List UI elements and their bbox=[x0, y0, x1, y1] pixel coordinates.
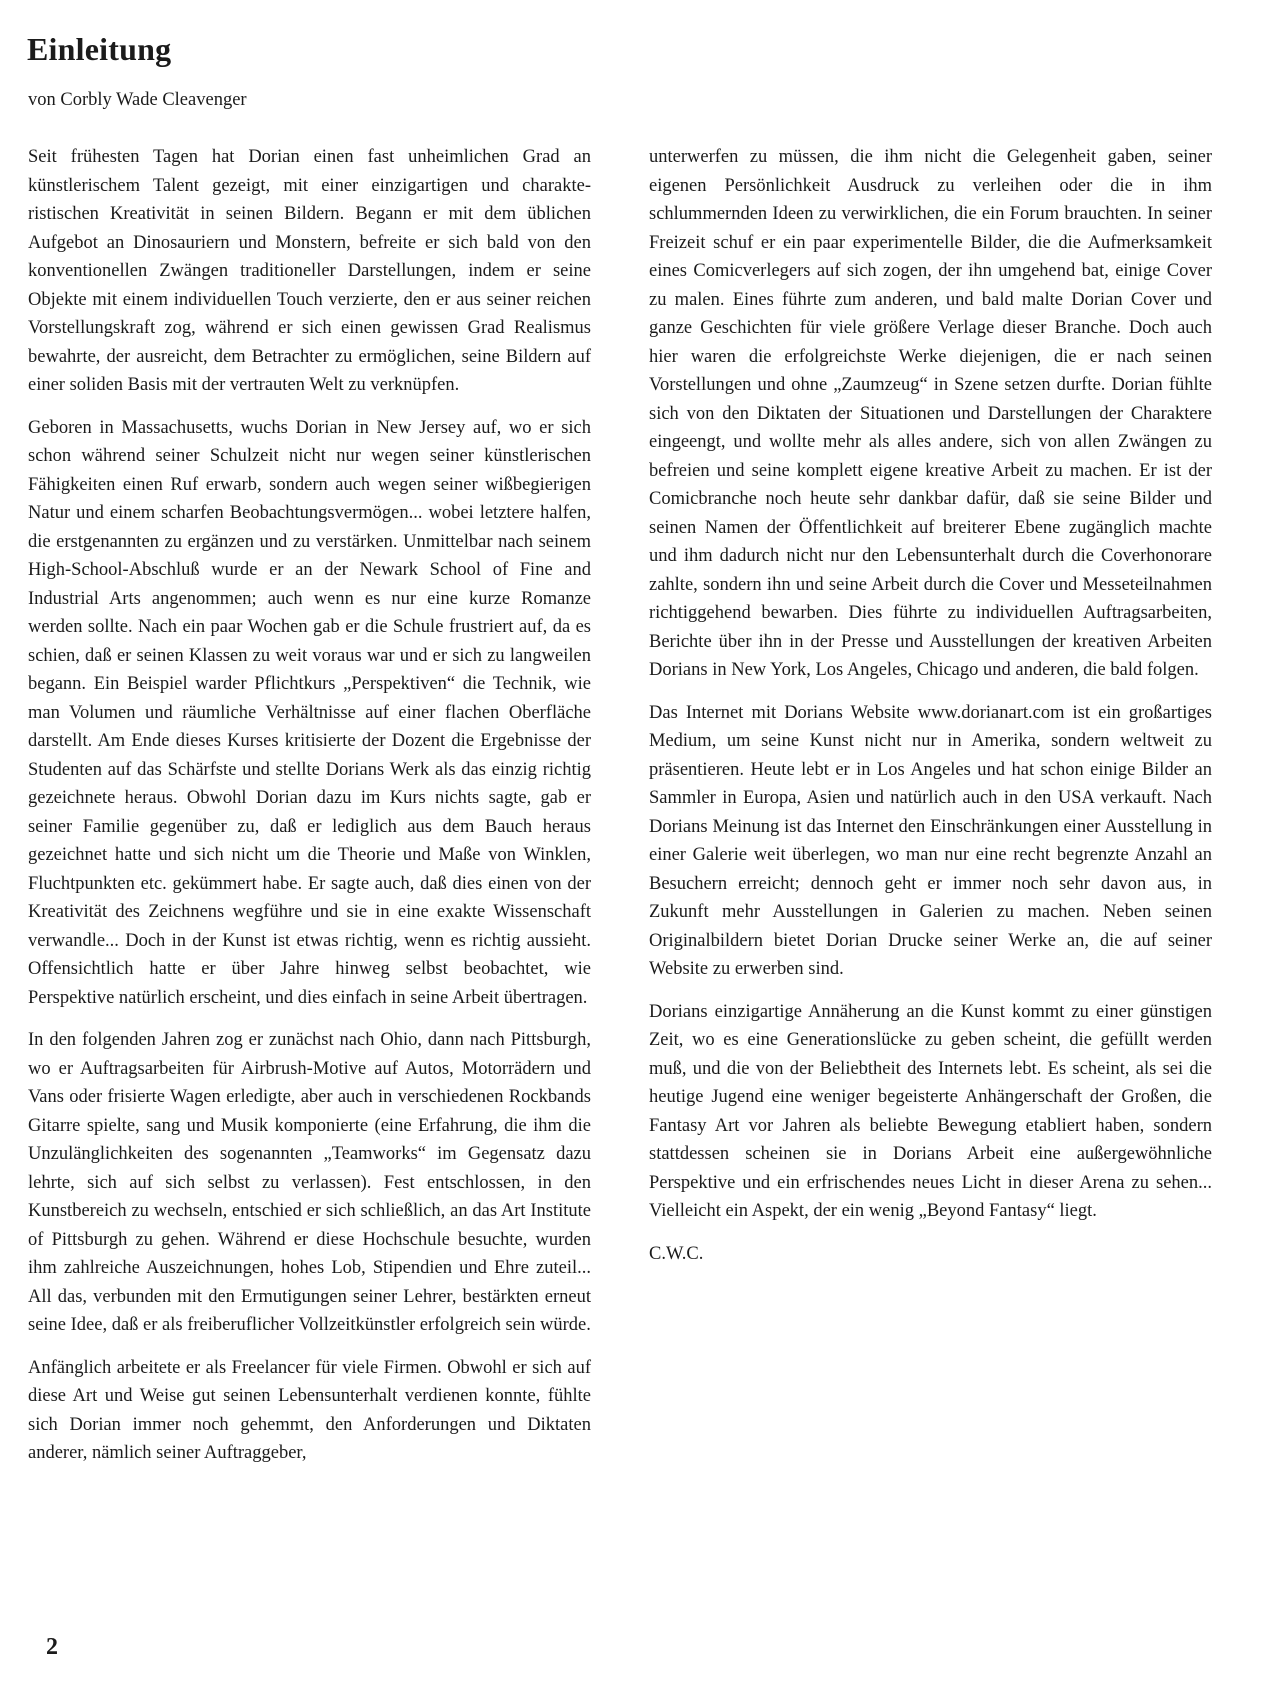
paragraph: Anfänglich arbeitete er als Freelancer für viele Firmen. Obwohl er sich auf diese Art und Weise gut seinen Lebensunterhalt verdienen konnte, fühlte sich Dorian immer noch gehemmt, den Anforderungen und Diktaten anderer, nämlich seiner Auftraggeber, bbox=[28, 1357, 591, 1463]
paragraph: Seit frühesten Tagen hat Dorian einen fast unheimlichen Grad an künstlerischem Talent gezeigt, mit einer einzigartigen und charakteristischen Kreativität in seinen Bildern. Begann er mit dem üblichen Aufgebot an Dinosauriern und Monstern, befreite er sich bald von den konventionellen Zwängen traditioneller Darstellungen, indem er seine Objekte mit einem individuellen Touch verzierte, den er aus seiner reichen Vorstellungskraft zog, während er sich einen gewissen Grad Realismus bewahrte, der ausreicht, dem Betrachter zu ermöglichen, seine Bildern auf einer soliden Basis mit der vertrauten Welt zu verknüpfen. bbox=[28, 147, 591, 395]
paragraph: Geboren in Massachusetts, wuchs Dorian in New Jersey auf, wo er sich schon während seiner Schulzeit nicht nur wegen seiner künstlerischen Fähigkeiten einen Ruf erwarb, sondern auch wegen seiner wißbegierigen Natur und einem scharfen Beobachtungsvermögen... wobei letztere halfen, die erstgenannten zu ergänzen und zu verstärken. Unmittelbar nach seinem High-School-Abschluß wurde er an der Newark School of Fine and Industrial Arts angenommen; auch wenn es nur eine kurze Romanze werden sollte. Nach ein paar Wochen gab er die Schule frustriert auf, da es schien, daß er seinen Klassen zu weit voraus war und er sich zu langweilen begann. Ein Beispiel warder Pflichtkurs „Perspektiven“ die Technik, wie man Volumen und räumliche Verhältnisse auf einer flachen Oberfläche darstellt. Am Ende dieses Kurses kritisierte der Dozent die Ergebnisse der Studenten auf das Schärfste und stellte Dorians Werk als das einzig richtig gezeichnete heraus. Obwohl Dorian dazu im Kurs nichts sagte, gab er seiner Familie gegenüber zu, daß er lediglich aus dem Bauch heraus gezeichnet hatte und sich nicht um die Theorie und Maße von Winklen, Fluchtpunkten etc. gekümmert habe. Er sagte auch, daß dies einen von der Kreativität des Zeichnens wegführe und sie in eine exakte Wissenschaft verwandle... Doch in der Kunst ist etwas richtig, wenn es richtig aussieht. Offensichtlich hatte er über Jahre hinweg selbst beobachtet, wie Perspektive natürlich erscheint, und dies einfach in seine Arbeit übertragen. bbox=[28, 417, 591, 1008]
page-number: 2 bbox=[46, 1634, 58, 1660]
paragraph: Das Internet mit Dorians Website www.dorianart.com ist ein großartiges Medium, um seine Kunst nicht nur in Amerika, sondern weltweit zu präsentieren. Heute lebt er in Los Angeles und hat schon einige Bilder an Sammler in Europa, Asien und natürlich auch in den USA verkauft. Nach Dorians Meinung ist das Internet den Einschränkungen einer Ausstellung in einer Galerie weit überlegen, wo man nur eine recht begrenzte Anzahl an Besuchern erreicht; dennoch geht er immer noch sehr davon aus, in Zukunft mehr Ausstellungen in Galerien zu machen. Neben seinen Originalbildern bietet Dorian Drucke seiner Werke an, die auf seiner Website zu erwerben sind. bbox=[649, 702, 1212, 979]
author-signature: C.W.C. bbox=[649, 1243, 704, 1264]
right-text-column bbox=[649, 143, 1212, 1282]
paragraph: Dorians einzigartige Annäherung an die Kunst kommt zu einer günstigen Zeit, wo es eine Generationslücke zu geben scheint, die gefüllt werden muß, und die von der Beliebtheit des Internets lebt. Es scheint, als sei die heutige Jugend eine weniger begeisterte Anhängerschaft der Großen, die Fantasy Art vor Jahren als beliebte Bewegung etabliert haben, sondern stattdessen scheinen sie in Dorians Arbeit eine außergewöhnliche Perspektive und ein erfrischendes neues Licht in dieser Arena zu sehen... Vielleicht ein Aspekt, der ein wenig „Beyond Fantasy“ liegt. bbox=[649, 1001, 1212, 1221]
paragraph: In den folgenden Jahren zog er zunächst nach Ohio, dann nach Pittsburgh, wo er Auftragsarbeiten für Airbrush-Motive auf Autos, Motorrädern und Vans oder frisierte Wagen erledigte, aber auch in verschiedenen Rockbands Gitarre spielte, sang und Musik komponierte (eine Erfahrung, die ihm die Unzulänglichkeiten des sogenannten „Teamworks“ im Gegensatz dazu lehrte, sich auf sich selbst zu verlassen). Fest entschlossen, in den Kunstbereich zu wechseln, entschied er sich schließlich, an das Art Institute of Pittsburgh zu gehen. Während er diese Hochschule besuchte, wurden ihm zahlreiche Auszeichnungen, hohes Lob, Stipendien und Ehre zuteil... All das, verbunden mit den Ermutigungen seiner Lehrer, bestärkten erneut seine Idee, daß er als freiberuflicher Vollzeitkünstler erfolgreich sein würde. bbox=[28, 1030, 591, 1335]
left-text-column bbox=[28, 143, 591, 1482]
paragraph: unterwerfen zu müssen, die ihm nicht die Gelegenheit gaben, seiner eigenen Persönlichkeit Ausdruck zu verleihen oder die in ihm schlummernden Ideen zu verwirklichen, die ein Forum brauchten. In seiner Freizeit schuf er ein paar experimentelle Bilder, die die Aufmerksamkeit eines Comicverlegers auf sich zogen, der ihn umgehend bat, einige Cover zu malen. Eines führte zum anderen, und bald malte Dorian Cover und ganze Geschichten für viele größere Verlage dieser Branche. Doch auch hier waren die erfolgreichste Werke diejenigen, die er nach seinen Vorstellungen und ohne „Zaumzeug“ in Szene setzen durfte. Dorian fühlte sich von den Diktaten der Situationen und Darstellungen der Charaktere eingeengt, und wollte mehr als alles andere, sich von allen Zwängen zu befreien und seine komplett eigene kreative Arbeit zu machen. Er ist der Comicbranche noch heute sehr dankbar dafür, daß sie seine Bilder und seinen Namen der Öffentlichkeit auf breiterer Ebene zugänglich machte und ihm dadurch nicht nur den Lebensunterhalt durch die Coverhonorare zahlte, sondern ihn und seine Arbeit durch die Cover und Messeteilnahmen richtiggehend bewarben. Dies führte zu individuellen Auftragsarbeiten, Berichte über ihn in der Presse und Ausstellungen der kreativen Arbeiten Dorians in New York, Los Angeles, Chicago und anderen, die bald folgen. bbox=[649, 147, 1212, 680]
page-title: Einleitung bbox=[27, 31, 172, 67]
author-byline: von Corbly Wade Cleavenger bbox=[28, 90, 247, 110]
